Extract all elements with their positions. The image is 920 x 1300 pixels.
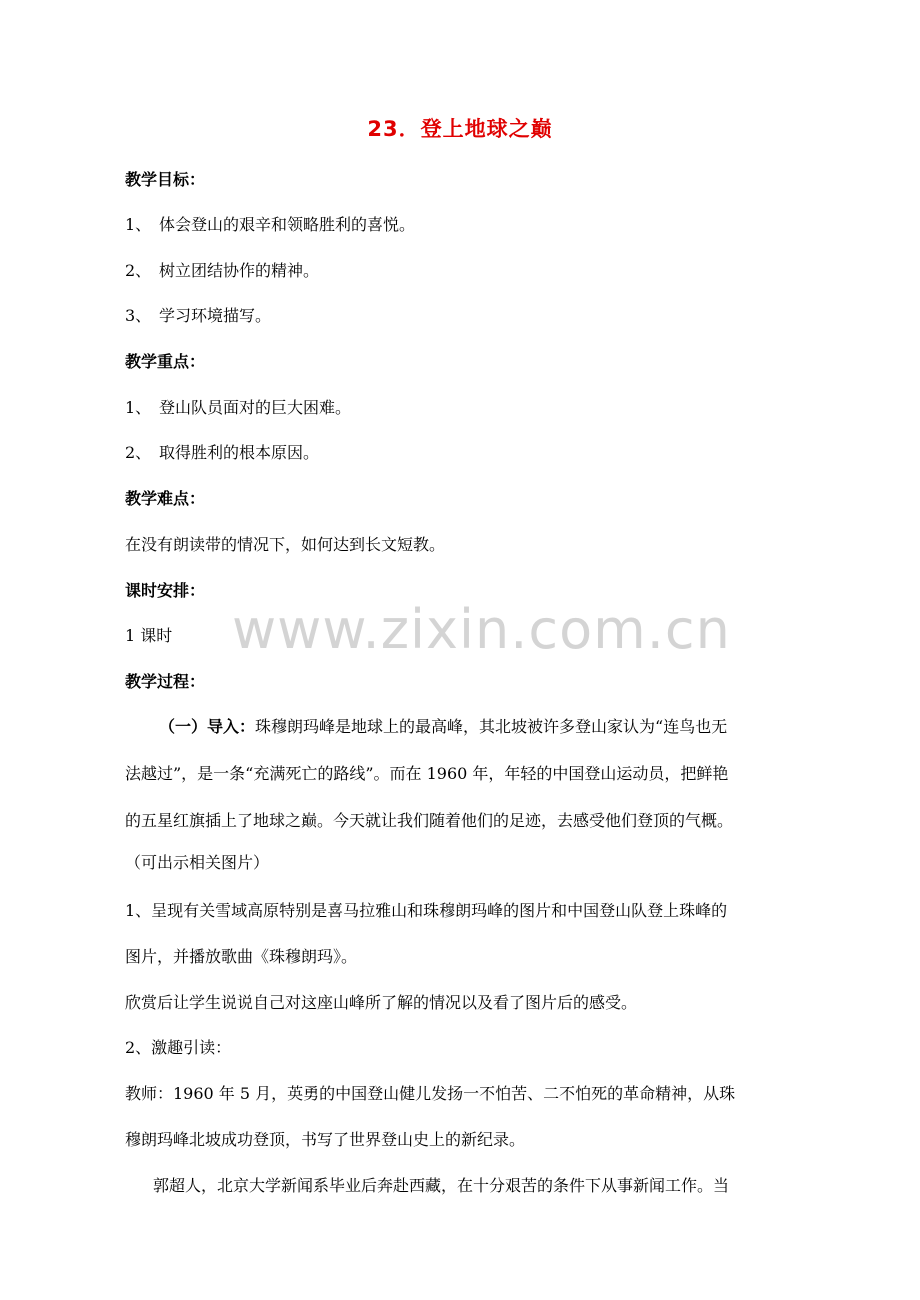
goal-text: 体会登山的艰辛和领略胜利的喜悦。	[159, 215, 416, 234]
last-paragraph-line: 郭超人，北京大学新闻系毕业后奔赴西藏，在十分艰苦的条件下从事新闻工作。当	[153, 1176, 730, 1195]
intro-text: 珠穆朗玛峰是地球上的最高峰，其北坡被许多登山家认为“连鸟也无	[255, 717, 728, 736]
keypoint-text: 登山队员面对的巨大困难。	[159, 398, 352, 417]
intro-line: 的五星红旗插上了地球之巅。今天就让我们随着他们的足迹，去感受他们登顶的气概。	[125, 811, 734, 830]
keypoints-heading: 教学重点：	[125, 352, 206, 371]
goal-number: 1、	[125, 215, 152, 234]
goal-item	[125, 304, 271, 328]
keypoint-number: 1、	[125, 398, 152, 417]
teacher-line: 穆朗玛峰北坡成功登顶，书写了世界登山史上的新纪录。	[125, 1130, 526, 1149]
step1-follow: 欣赏后让学生说说自己对这座山峰所了解的情况以及看了图片后的感受。	[125, 993, 638, 1012]
goals-heading: 教学目标：	[125, 170, 206, 189]
intro-line	[159, 715, 727, 739]
teacher-line: 教师：1960 年 5 月，英勇的中国登山健儿发扬一不怕苦、二不怕死的革命精神，从珠	[125, 1084, 736, 1103]
intro-line: （可出示相关图片）	[125, 853, 270, 872]
intro-line: 法越过”，是一条“充满死亡的路线”。而在 1960 年，年轻的中国登山运动员，把鲜艳	[125, 764, 729, 783]
keypoint-text: 取得胜利的根本原因。	[159, 443, 320, 462]
step2-heading: 2、激趣引读：	[125, 1038, 232, 1057]
schedule-text: 1 课时	[125, 626, 173, 645]
goal-number: 3、	[125, 306, 152, 325]
schedule-heading: 课时安排：	[125, 581, 206, 600]
document-title: 23．登上地球之巅	[367, 117, 553, 141]
intro-label: （一）导入：	[159, 717, 256, 736]
difficulty-heading: 教学难点：	[125, 489, 206, 508]
process-heading: 教学过程：	[125, 672, 206, 691]
keypoint-number: 2、	[125, 443, 152, 462]
goal-item	[125, 213, 415, 237]
step1-line: 图片，并播放歌曲《珠穆朗玛》。	[125, 947, 358, 966]
difficulty-text: 在没有朗读带的情况下，如何达到长文短教。	[125, 535, 446, 554]
goal-text: 树立团结协作的精神。	[159, 261, 320, 280]
keypoint-item	[125, 396, 351, 420]
goal-number: 2、	[125, 261, 152, 280]
step1-line: 1、呈现有关雪域高原特别是喜马拉雅山和珠穆朗玛峰的图片和中国登山队登上珠峰的	[125, 901, 728, 920]
goal-item	[125, 259, 319, 283]
keypoint-item	[125, 441, 319, 465]
goal-text: 学习环境描写。	[159, 306, 272, 325]
watermark: www.zixin.com.cn	[232, 598, 731, 661]
